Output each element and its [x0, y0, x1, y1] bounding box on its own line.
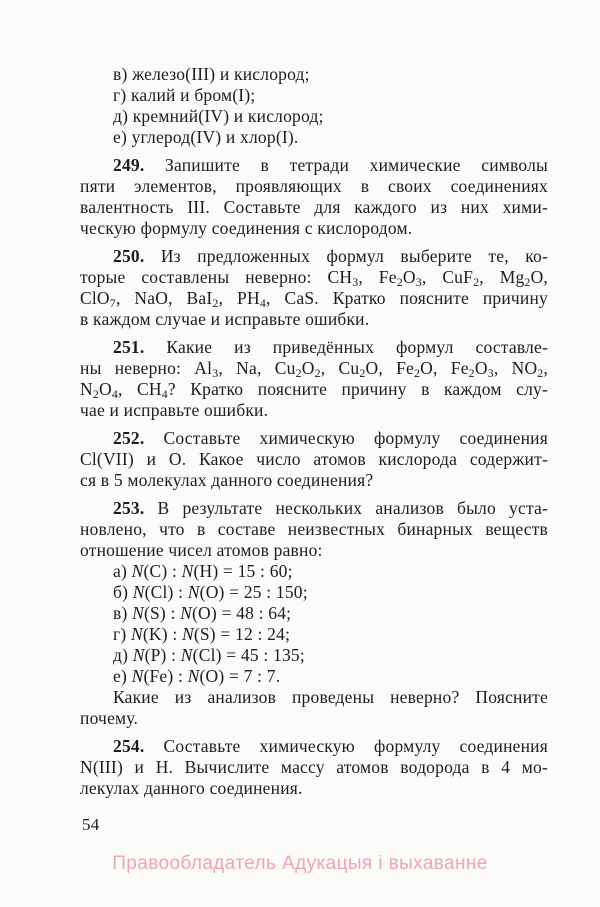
text-line: ClO$_7$, NaO, BaI$_2$, $PH_4$, CaS. Кратко поясните причину — [80, 288, 549, 310]
problem-249 — [80, 155, 548, 239]
text-line: а) N(C) : N(H) = 15 : 60; — [113, 561, 293, 581]
text-line: $N_2O_4$, $CH_4$? Кратко поясните причину в каждом слу- — [80, 379, 548, 401]
text-line: Cl(VII) и O. Какое число атомов кислорода содержит- — [80, 449, 548, 469]
problem-248-continuation-list — [80, 64, 548, 148]
page-content — [80, 64, 548, 799]
problem-253-question — [80, 687, 548, 729]
text-line: 253. В результате нескольких анализов было уста- — [113, 498, 548, 518]
text-line: N(III) и H. Вычислите массу атомов водорода в 4 мо- — [80, 757, 548, 777]
text-line: д) кремний(IV) и кислород; — [113, 106, 324, 126]
text-line: е) N(Fe) : N(O) = 7 : 7. — [113, 666, 281, 686]
problem-252 — [80, 428, 548, 491]
problem-254 — [80, 736, 548, 799]
text-line: в) железо(III) и кислород; — [113, 64, 310, 84]
text-line: 254. Составьте химическую формулу соединения — [113, 736, 548, 756]
text-line: 251. Какие из приведённых формул составле- — [113, 337, 548, 357]
text-line: 249. Запишите в тетради химические символы — [113, 155, 548, 175]
text-line: пяти элементов, проявляющих в своих соединениях — [80, 176, 548, 196]
text-line: в каждом случае и исправьте ошибки. — [80, 309, 370, 329]
text-line: г) калий и бром(I); — [113, 85, 256, 105]
text-line: Какие из анализов проведены неверно? Поясните — [113, 687, 548, 707]
text-line: новлено, что в составе неизвестных бинарных веществ — [80, 519, 548, 539]
text-line: г) N(K) : N(S) = 12 : 24; — [113, 624, 291, 644]
text-line: ны неверно: $Al_3$, Na, $Cu_2O_2$, $Cu_2O$, $Fe_2O$, $Fe_2O_3$, $NO_2$, — [80, 358, 549, 380]
text-line: 250. Из предложенных формул выберите те, ко- — [113, 246, 548, 266]
text-line: 252. Составьте химическую формулу соединения — [113, 428, 548, 448]
text-line: б) N(Cl) : N(O) = 25 : 150; — [113, 582, 308, 602]
problem-251 — [80, 337, 548, 421]
text-line: валентность III. Составьте для каждого из них хими- — [80, 197, 548, 217]
copyright-watermark: Правообладатель Адукацыя і выхаванне — [112, 853, 488, 874]
page-number: 54 — [82, 815, 100, 834]
problem-250 — [80, 246, 548, 330]
text-line: отношение чисел атомов равно: — [80, 540, 323, 560]
text-line: ческую формулу соединения с кислородом. — [80, 218, 413, 238]
text-line: в) N(S) : N(O) = 48 : 64; — [113, 603, 292, 623]
problem-253-analysis-list — [80, 561, 548, 687]
text-line: д) N(P) : N(Cl) = 45 : 135; — [113, 645, 305, 665]
text-line: торые составлены неверно: $CH_3$, $Fe_2O_3$, CuF$_2$, $Mg_2O$, — [80, 267, 548, 289]
text-line: почему. — [80, 708, 139, 728]
text-line: лекулах данного соединения. — [80, 778, 303, 798]
text-line: чае и исправьте ошибки. — [80, 400, 269, 420]
text-line: ся в 5 молекулах данного соединения? — [80, 470, 374, 490]
problem-253-intro — [80, 498, 548, 561]
text-line: е) углерод(IV) и хлор(I). — [113, 127, 299, 147]
